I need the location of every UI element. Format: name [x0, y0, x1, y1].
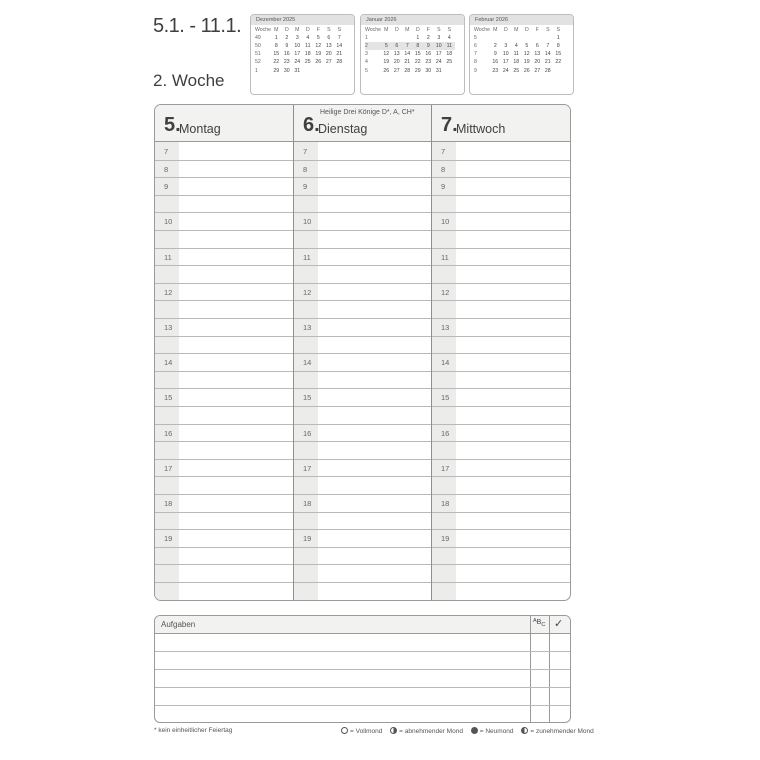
mini-calendar-title: Dezember 2025	[251, 15, 354, 25]
time-slot-line	[432, 529, 571, 530]
day-column-monday	[155, 105, 293, 600]
mini-calendar-day: 2	[426, 35, 430, 42]
time-slot-line	[294, 195, 432, 196]
time-slot-line	[294, 512, 432, 513]
time-slot-line	[155, 476, 293, 477]
mini-calendar-day: 16	[425, 51, 432, 58]
time-slot-line	[294, 494, 432, 495]
day-number: 7.	[441, 114, 458, 136]
week-label: 2. Woche	[153, 71, 225, 90]
mini-calendar-weekday: D	[503, 27, 508, 34]
mini-calendar-weekday: M	[274, 27, 279, 34]
hour-label: 19	[441, 534, 450, 543]
mini-calendar-day: 23	[425, 59, 432, 66]
time-slot-line	[294, 424, 432, 425]
time-slot-line	[155, 248, 293, 249]
mini-calendar-week-number: 50	[255, 43, 261, 50]
mini-calendar-day: 25	[513, 67, 520, 74]
mini-calendar-week-number: 8	[474, 59, 477, 66]
hour-label: 15	[441, 393, 450, 402]
mini-calendar-day: 18	[304, 51, 311, 58]
mini-calendar-day: 13	[325, 43, 332, 50]
mini-calendar-weekday: S	[447, 27, 452, 34]
time-slot-line	[155, 459, 293, 460]
mini-calendar-day: 5	[525, 43, 529, 50]
legend-new-moon: = Neumond	[479, 728, 514, 735]
mini-calendar-weekday: Woche	[255, 27, 272, 34]
time-slot-line	[432, 160, 571, 161]
time-slot-line	[294, 582, 432, 583]
mini-calendar-day: 17	[294, 51, 301, 58]
time-slot-line	[432, 177, 571, 178]
time-slot-line	[155, 424, 293, 425]
mini-calendar-title: Februar 2026	[470, 15, 573, 25]
mini-calendar-day: 28	[544, 67, 551, 74]
time-slot-line	[294, 265, 432, 266]
mini-calendar-day: 3	[504, 43, 508, 50]
tasks-label: Aufgaben	[161, 620, 196, 629]
time-slot-line	[155, 406, 293, 407]
day-name: Mittwoch	[456, 122, 506, 136]
legend-waning-moon: = abnehmender Mond	[399, 728, 463, 735]
mini-calendar-day: 11	[305, 43, 311, 50]
time-slot-line	[155, 230, 293, 231]
mini-calendar-day: 13	[534, 51, 541, 58]
time-slot-line	[432, 424, 571, 425]
hour-label: 16	[303, 429, 312, 438]
task-line	[155, 651, 570, 652]
mini-calendar-day: 10	[502, 51, 509, 58]
mini-calendar-day: 24	[502, 67, 509, 74]
mini-calendar-day	[313, 66, 324, 74]
mini-calendar-day: 28	[336, 59, 343, 66]
time-slot-line	[155, 512, 293, 513]
time-slot-line	[294, 248, 432, 249]
mini-calendar-week-number: 2	[365, 42, 381, 50]
tasks-box	[154, 615, 571, 723]
hour-label: 13	[303, 323, 312, 332]
abc-priority-label: $^AB_C$	[533, 618, 546, 628]
time-slot-line	[294, 459, 432, 460]
mini-calendar-title: Januar 2026	[361, 15, 464, 25]
time-slot-line	[294, 476, 432, 477]
mini-calendar-day: 1	[556, 35, 560, 42]
mini-calendar-day: 5	[381, 42, 392, 50]
time-slot-line	[155, 283, 293, 284]
time-slot-line	[432, 564, 571, 565]
mini-calendar-day: 17	[435, 51, 442, 58]
mini-calendar-day: 4	[514, 43, 518, 50]
mini-calendar-day: 27	[534, 67, 541, 74]
waning-moon-icon	[390, 727, 397, 734]
time-slot-line	[432, 459, 571, 460]
mini-calendar-day: 17	[502, 59, 509, 66]
mini-calendar-day: 6	[327, 35, 331, 42]
time-slot-line	[432, 353, 571, 354]
time-slot-line	[155, 265, 293, 266]
mini-calendar-weekday: M	[295, 27, 300, 34]
mini-calendar-weekday: M	[493, 27, 498, 34]
mini-calendar-day: 9	[493, 51, 497, 58]
task-line	[155, 669, 570, 670]
legend-waxing-moon: = zunehmender Mond	[530, 728, 594, 735]
mini-calendar-day: 2	[493, 43, 497, 50]
mini-calendar-december	[250, 14, 355, 95]
mini-calendar-week-number: 3	[365, 51, 368, 58]
mini-calendar-day: 26	[523, 67, 530, 74]
hour-label: 11	[303, 253, 311, 262]
time-slot-line	[432, 388, 571, 389]
hour-label: 14	[303, 358, 312, 367]
time-slot-line	[432, 336, 571, 337]
time-slot-line	[155, 388, 293, 389]
mini-calendar-day: 16	[492, 59, 499, 66]
time-slot-line	[155, 195, 293, 196]
hour-label: 14	[164, 358, 173, 367]
footer-note: * kein einheitlicher Feiertag	[154, 727, 233, 734]
hour-label: 11	[164, 253, 172, 262]
time-slot-line	[155, 371, 293, 372]
mini-calendar-day: 28	[404, 67, 411, 74]
mini-calendar-day: 18	[513, 59, 520, 66]
hour-label: 14	[441, 358, 450, 367]
mini-calendar-weekday: S	[437, 27, 441, 34]
time-slot-line	[432, 212, 571, 213]
time-slot-line	[155, 441, 293, 442]
mini-calendar-day: 3	[437, 35, 441, 42]
time-slot-line	[155, 582, 293, 583]
hour-label: 11	[441, 253, 449, 262]
hour-label: 17	[441, 464, 450, 473]
time-slot-line	[294, 353, 432, 354]
mini-calendar-day: 23	[283, 59, 290, 66]
hour-label: 18	[164, 499, 173, 508]
time-slot-line	[432, 406, 571, 407]
mini-calendar-week-number: 5	[365, 67, 368, 74]
time-slot-line	[432, 582, 571, 583]
hour-label: 12	[441, 288, 450, 297]
time-slot-line	[432, 371, 571, 372]
time-slot-line	[294, 371, 432, 372]
time-slot-line	[155, 212, 293, 213]
legend-full-moon: = Vollmond	[350, 728, 383, 735]
mini-calendar-week-number: 52	[255, 59, 261, 66]
mini-calendar-day: 12	[523, 51, 530, 58]
tasks-header	[155, 616, 570, 634]
hour-label: 16	[441, 429, 450, 438]
time-slot-line	[294, 388, 432, 389]
mini-calendar-day: 21	[544, 59, 551, 66]
task-line	[155, 687, 570, 688]
time-slot-line	[294, 336, 432, 337]
hour-label: 17	[303, 464, 312, 473]
time-slot-line	[432, 547, 571, 548]
time-slot-line	[155, 336, 293, 337]
mini-calendar-day: 20	[393, 59, 400, 66]
mini-calendar-day: 15	[555, 51, 562, 58]
hour-label: 10	[441, 217, 450, 226]
mini-calendar-day: 3	[295, 35, 299, 42]
time-slot-line	[155, 300, 293, 301]
mini-calendar-day: 27	[393, 67, 400, 74]
mini-calendar-day: 19	[315, 51, 322, 58]
mini-calendar-day: 12	[383, 51, 390, 58]
mini-calendar-day: 25	[304, 59, 311, 66]
mini-calendar-weekday: S	[327, 27, 331, 34]
time-slot-line	[294, 230, 432, 231]
mini-calendar-day: 21	[404, 59, 411, 66]
hour-label: 15	[303, 393, 312, 402]
mini-calendar-day: 13	[393, 51, 400, 58]
mini-calendar-day: 22	[273, 59, 280, 66]
mini-calendar-day: 8	[556, 43, 560, 50]
day-header	[294, 105, 432, 142]
time-slot-line	[155, 494, 293, 495]
mini-calendar-day: 14	[336, 43, 343, 50]
time-slot-line	[432, 441, 571, 442]
mini-calendar-day: 14	[404, 51, 411, 58]
hour-label: 7	[303, 147, 308, 156]
mini-calendar-day	[381, 34, 392, 42]
hour-label: 7	[441, 147, 446, 156]
mini-calendar-day: 23	[492, 67, 499, 74]
mini-calendar-weekday: D	[394, 27, 399, 34]
time-slot-line	[294, 547, 432, 548]
mini-calendar-week-number: 9	[474, 67, 477, 74]
time-slot-line	[294, 283, 432, 284]
mini-calendar-day: 21	[336, 51, 343, 58]
hour-label: 8	[303, 165, 308, 174]
mini-calendar-day	[324, 66, 335, 74]
mini-calendar-day	[511, 34, 522, 42]
mini-calendar-day: 25	[446, 59, 453, 66]
mini-calendar-day	[490, 34, 501, 42]
mini-calendar-weekday: S	[556, 27, 561, 34]
mini-calendar-day: 11	[513, 51, 519, 58]
hour-label: 10	[164, 217, 173, 226]
mini-calendar-day: 15	[273, 51, 280, 58]
hour-label: 16	[164, 429, 173, 438]
mini-calendar-day: 8	[413, 42, 424, 50]
mini-calendar-weekday: M	[384, 27, 389, 34]
mini-calendar-weekday: F	[426, 27, 430, 34]
day-number: 6.	[303, 114, 320, 136]
hour-label: 18	[303, 499, 312, 508]
mini-calendar-day: 20	[534, 59, 541, 66]
mini-calendar-day: 31	[435, 67, 442, 74]
mini-calendar-week-number: 1	[365, 35, 368, 42]
time-slot-line	[432, 512, 571, 513]
time-slot-line	[294, 406, 432, 407]
mini-calendar-day: 8	[274, 43, 278, 50]
time-slot-line	[294, 529, 432, 530]
mini-calendar-weekday: D	[524, 27, 529, 34]
mini-calendar-weekday: D	[305, 27, 310, 34]
mini-calendar-weekday: Woche	[474, 27, 491, 34]
mini-calendar-day: 4	[447, 35, 451, 42]
time-slot-line	[294, 160, 432, 161]
mini-calendar-day: 11	[444, 42, 455, 50]
mini-calendar-day: 6	[535, 43, 539, 50]
hour-label: 18	[441, 499, 450, 508]
day-name: Dienstag	[318, 122, 368, 136]
mini-calendar-weekday: M	[514, 27, 519, 34]
hour-label: 19	[303, 534, 312, 543]
hour-label: 9	[303, 182, 308, 191]
time-slot-line	[155, 529, 293, 530]
time-slot-line	[294, 564, 432, 565]
mini-calendar-day: 20	[325, 51, 332, 58]
time-slot-line	[432, 494, 571, 495]
time-slot-line	[294, 318, 432, 319]
time-slot-line	[432, 300, 571, 301]
waxing-moon-icon	[521, 727, 528, 734]
mini-calendar-day: 16	[283, 51, 290, 58]
hour-label: 12	[164, 288, 173, 297]
mini-calendar-day: 1	[274, 35, 278, 42]
mini-calendar-day: 4	[306, 35, 310, 42]
time-slot-line	[155, 160, 293, 161]
mini-calendar-day: 12	[315, 43, 322, 50]
mini-calendar-weekday: D	[415, 27, 420, 34]
mini-calendar-day: 24	[294, 59, 301, 66]
mini-calendar-day: 31	[294, 67, 301, 74]
mini-calendar-day: 30	[283, 67, 290, 74]
time-slot-line	[155, 353, 293, 354]
mini-calendar-day: 9	[423, 42, 434, 50]
mini-calendar-day: 22	[555, 59, 562, 66]
mini-calendar-day: 5	[316, 35, 320, 42]
mini-calendar-day: 10	[294, 43, 301, 50]
mini-calendar-week-number: 51	[255, 51, 261, 58]
mini-calendar-day	[543, 34, 554, 42]
mini-calendar-day: 30	[425, 67, 432, 74]
mini-calendar-day: 7	[337, 35, 341, 42]
mini-calendar-day: 26	[383, 67, 390, 74]
hour-label: 9	[441, 182, 446, 191]
mini-calendar-day: 19	[383, 59, 390, 66]
date-range: 5.1. - 11.1.	[153, 15, 242, 37]
mini-calendar-day: 9	[285, 43, 289, 50]
mini-calendar-day: 22	[414, 59, 421, 66]
mini-calendar-day: 6	[392, 42, 403, 50]
mini-calendar-day: 15	[414, 51, 421, 58]
time-slot-line	[155, 547, 293, 548]
time-slot-line	[294, 212, 432, 213]
mini-calendar-week-number: 7	[474, 51, 477, 58]
full-moon-icon	[341, 727, 348, 734]
mini-calendar-week-number: 5	[474, 35, 477, 42]
moon-legend	[341, 727, 594, 735]
time-slot-line	[432, 318, 571, 319]
day-name: Montag	[179, 122, 221, 136]
time-slot-line	[432, 283, 571, 284]
mini-calendar-february	[469, 14, 574, 95]
mini-calendar-day	[334, 66, 345, 74]
mini-calendar-day	[402, 34, 413, 42]
mini-calendar-day: 1	[416, 35, 420, 42]
mini-calendar-day	[303, 66, 314, 74]
mini-calendar-weekday: D	[284, 27, 289, 34]
mini-calendar-day: 24	[435, 59, 442, 66]
mini-calendar-week-number: 1	[255, 67, 258, 74]
holiday-note: Heilige Drei Könige D*, A, CH*	[320, 109, 415, 116]
mini-calendar-weekday: M	[405, 27, 410, 34]
hour-label: 12	[303, 288, 312, 297]
mini-calendar-weekday: Woche	[365, 27, 382, 34]
day-header	[155, 105, 293, 142]
mini-calendar-day: 29	[414, 67, 421, 74]
mini-calendar-weekday: S	[546, 27, 550, 34]
day-column-wednesday	[431, 105, 571, 600]
mini-calendar-day: 26	[315, 59, 322, 66]
mini-calendar-january	[360, 14, 465, 95]
new-moon-icon	[471, 727, 478, 734]
mini-calendar-day	[501, 34, 512, 42]
mini-calendar-day: 19	[523, 59, 530, 66]
mini-calendar-weekday: S	[337, 27, 342, 34]
time-slot-line	[294, 441, 432, 442]
day-number: 5.	[164, 114, 181, 136]
time-slot-line	[432, 476, 571, 477]
mini-calendar-day: 29	[273, 67, 280, 74]
mini-calendar-day	[553, 66, 564, 74]
time-slot-line	[432, 248, 571, 249]
day-schedule-grid	[154, 104, 571, 601]
mini-calendar-day: 18	[446, 51, 453, 58]
day-header	[432, 105, 571, 142]
hour-label: 19	[164, 534, 173, 543]
mini-calendar-week-number: 6	[474, 43, 477, 50]
task-line	[155, 705, 570, 706]
mini-calendar-day: 14	[544, 51, 551, 58]
hour-label: 13	[164, 323, 173, 332]
hour-label: 8	[164, 165, 169, 174]
hour-label: 7	[164, 147, 169, 156]
mini-calendar-week-number: 49	[255, 35, 261, 42]
time-slot-line	[155, 177, 293, 178]
hour-label: 9	[164, 182, 169, 191]
day-column-tuesday	[293, 105, 432, 600]
mini-calendar-weekday: F	[535, 27, 539, 34]
time-slot-line	[432, 230, 571, 231]
mini-calendar-day	[522, 34, 533, 42]
time-slot-line	[294, 300, 432, 301]
time-slot-line	[155, 564, 293, 565]
time-slot-line	[432, 265, 571, 266]
mini-calendar-day: 7	[546, 43, 550, 50]
hour-label: 17	[164, 464, 173, 473]
done-check-icon: ✓	[554, 618, 564, 630]
mini-calendar-day: 10	[434, 42, 445, 50]
mini-calendar-weekday: F	[316, 27, 320, 34]
time-slot-line	[294, 177, 432, 178]
mini-calendar-day: 27	[325, 59, 332, 66]
hour-label: 13	[441, 323, 450, 332]
mini-calendar-day: 2	[285, 35, 289, 42]
mini-calendar-day: 7	[402, 42, 413, 50]
mini-calendar-day	[444, 66, 455, 74]
mini-calendar-day	[532, 34, 543, 42]
mini-calendar-day	[392, 34, 403, 42]
hour-label: 15	[164, 393, 173, 402]
time-slot-line	[432, 195, 571, 196]
hour-label: 8	[441, 165, 446, 174]
mini-calendar-week-number: 4	[365, 59, 368, 66]
hour-label: 10	[303, 217, 312, 226]
time-slot-line	[155, 318, 293, 319]
